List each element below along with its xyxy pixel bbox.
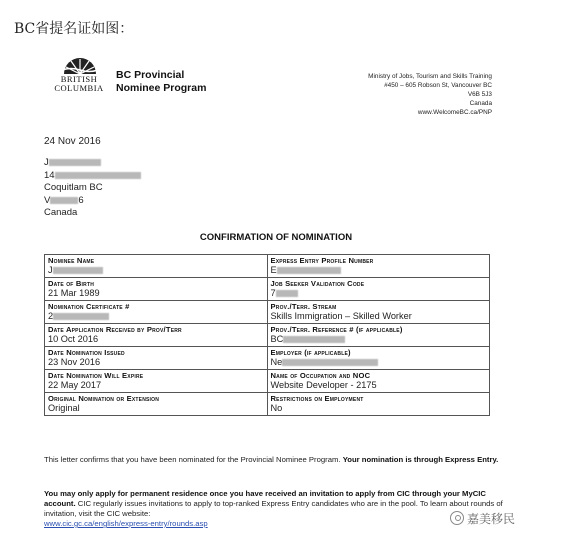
table-cell: Original Nomination or Extension Original — [45, 393, 268, 416]
table-cell: Job Seeker Validation Code 7 — [267, 278, 490, 301]
table-row — [45, 278, 490, 301]
table-cell: Date of Birth 21 Mar 1989 — [45, 278, 268, 301]
table-cell: Employer (if applicable) Ne — [267, 347, 490, 370]
table-row — [45, 324, 490, 347]
table-cell: Restrictions on Employment No — [267, 393, 490, 416]
table-cell: Name of Occupation and NOC Website Developer - 2175 — [267, 370, 490, 393]
sun-icon — [62, 48, 98, 74]
recipient-address: J 14 Coquitlam BC V 6 Canada — [44, 157, 141, 220]
table-row — [45, 301, 490, 324]
watermark: 嘉美移民 — [450, 508, 515, 528]
wechat-icon — [450, 511, 464, 525]
letter-date: 24 Nov 2016 — [44, 136, 101, 147]
redaction — [50, 197, 78, 204]
confirmation-paragraph: This letter confirms that you have been nominated for the Provincial Nominee Program. Your nomination is through Express Entry. — [44, 455, 499, 464]
redaction — [276, 290, 298, 297]
table-cell: Date Nomination Issued 23 Nov 2016 — [45, 347, 268, 370]
table-cell: Date Application Received by Prov/Terr 10 Oct 2016 — [45, 324, 268, 347]
cic-rounds-link[interactable]: www.cic.gc.ca/english/express-entry/rounds.asp — [44, 519, 208, 528]
table-row — [45, 393, 490, 416]
table-cell: Prov./Terr. Reference # (if applicable) BC — [267, 324, 490, 347]
program-title: BC Provincial Nominee Program — [116, 69, 207, 94]
redaction — [277, 267, 341, 274]
redaction — [49, 159, 101, 166]
nomination-table — [44, 254, 490, 416]
instructions-paragraph: You may only apply for permanent residence once you have received an invitation to apply from CIC through your MyCIC account. CIC regularly issues invitations to apply to top-ranked Express Entry candidates who are in the pool. To learn about rounds of invitation, visit the CIC website: www.cic.gc.ca/english/express-entry/rounds.asp — [44, 489, 503, 528]
table-row — [45, 255, 490, 278]
redaction — [283, 336, 345, 343]
redaction — [282, 359, 378, 366]
bc-logo — [44, 48, 118, 96]
table-row — [45, 370, 490, 393]
logo-wordmark: BRITISH COLUMBIA — [54, 74, 104, 93]
table-cell: Nominee Name J — [45, 255, 268, 278]
ministry-address: Ministry of Jobs, Tourism and Skills Training #450 – 605 Robson St, Vancouver BC V6B 5J3 Canada www.WelcomeBC.ca/PNP — [368, 73, 492, 116]
table-row — [45, 347, 490, 370]
table-cell: Express Entry Profile Number E — [267, 255, 490, 278]
table-cell: Prov./Terr. Stream Skills Immigration – Skilled Worker — [267, 301, 490, 324]
caption-text: BC省提名证如图： — [14, 21, 134, 37]
redaction — [53, 313, 109, 320]
nomination-letter — [36, 42, 536, 540]
table-cell: Date Nomination Will Expire 22 May 2017 — [45, 370, 268, 393]
section-heading: CONFIRMATION OF NOMINATION — [199, 232, 353, 243]
redaction — [55, 172, 141, 179]
redaction — [53, 267, 103, 274]
table-cell: Nomination Certificate # 2 — [45, 301, 268, 324]
